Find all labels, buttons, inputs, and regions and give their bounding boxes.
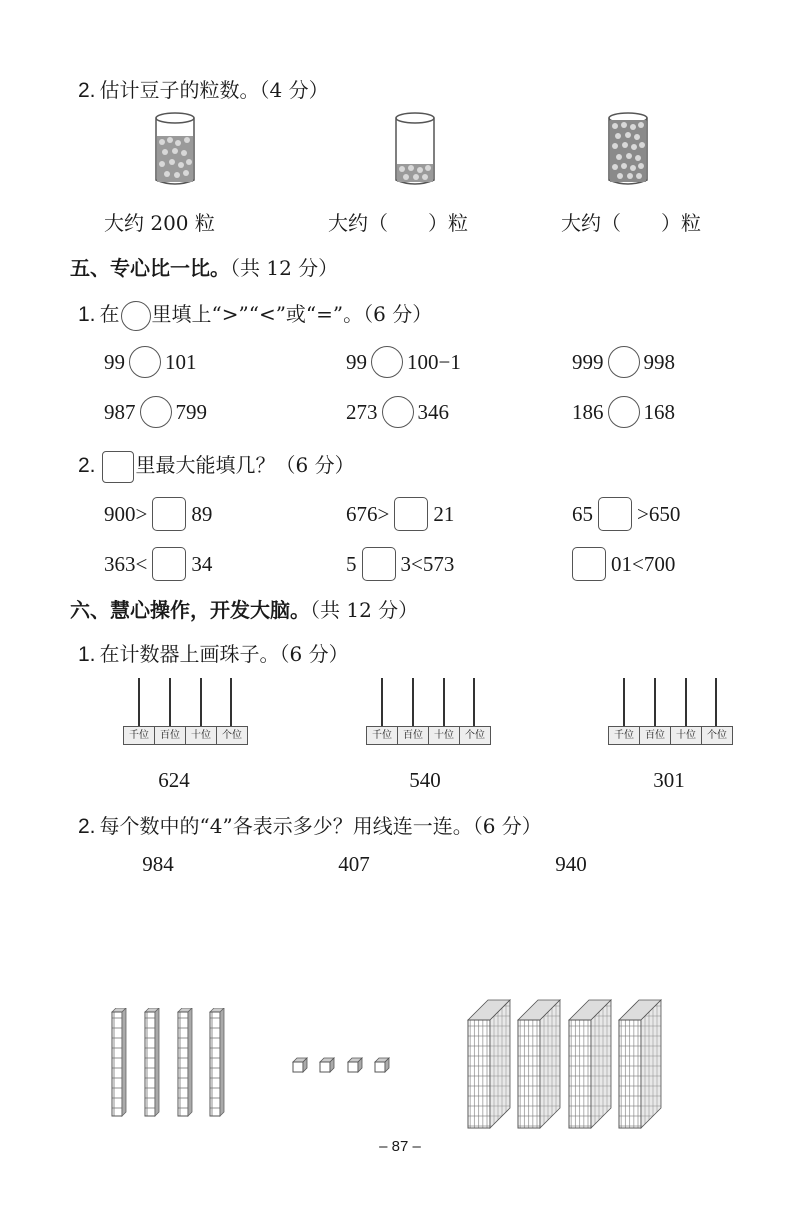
abacus-rod[interactable] bbox=[473, 678, 475, 726]
compare-item: 273 346 bbox=[346, 396, 449, 428]
abacus-rod[interactable] bbox=[715, 678, 717, 726]
compare-circle[interactable] bbox=[608, 396, 640, 428]
fill-box[interactable] bbox=[362, 547, 396, 581]
compare-item: 99 100−1 bbox=[346, 346, 461, 378]
fill-box[interactable] bbox=[394, 497, 428, 531]
section-5-question-2: 2. 里最大能填几？（6 分） bbox=[78, 449, 355, 483]
abacus-rod[interactable] bbox=[654, 678, 656, 726]
fill-box[interactable] bbox=[598, 497, 632, 531]
abacus-rod[interactable] bbox=[412, 678, 414, 726]
four-unit-cubes-icon[interactable] bbox=[290, 1056, 394, 1078]
four-hundred-flats-icon[interactable] bbox=[466, 996, 666, 1132]
label-tens: 十位 bbox=[186, 727, 217, 744]
label-thousands: 千位 bbox=[124, 727, 155, 744]
compare-item: 99 101 bbox=[104, 346, 197, 378]
abacus-rod[interactable] bbox=[230, 678, 232, 726]
compare-item: 999 998 bbox=[572, 346, 675, 378]
label-hundreds: 百位 bbox=[398, 727, 429, 744]
match-number-407[interactable]: 407 bbox=[338, 852, 370, 876]
label-hundreds: 百位 bbox=[155, 727, 186, 744]
label-tens: 十位 bbox=[671, 727, 702, 744]
label-ones: 个位 bbox=[465, 730, 485, 741]
abacus-number-3: 301 bbox=[653, 768, 685, 792]
compare-circle[interactable] bbox=[140, 396, 172, 428]
circle-symbol-icon bbox=[121, 301, 151, 331]
fill-item: 5 3<573 bbox=[346, 547, 454, 581]
abacus-rod[interactable] bbox=[138, 678, 140, 726]
section-6-question-1: 1. 在计数器上画珠子。（6 分） bbox=[78, 642, 349, 666]
fill-item: 363< 34 bbox=[104, 547, 212, 581]
abacus-counter[interactable] bbox=[123, 678, 245, 746]
label-thousands: 千位 bbox=[367, 727, 398, 744]
estimate-answer-2[interactable]: 大约（ ）粒 bbox=[328, 211, 468, 235]
compare-item: 987 799 bbox=[104, 396, 207, 428]
jar-illustration-full-200 bbox=[150, 112, 200, 188]
compare-circle[interactable] bbox=[608, 346, 640, 378]
compare-circle[interactable] bbox=[371, 346, 403, 378]
page-number: – 87 – bbox=[379, 1138, 421, 1155]
fill-item: 01<700 bbox=[567, 547, 675, 581]
abacus-rod[interactable] bbox=[381, 678, 383, 726]
abacus-base bbox=[366, 726, 491, 745]
abacus-number-1: 624 bbox=[158, 768, 190, 792]
fill-item: 676> 21 bbox=[346, 497, 454, 531]
abacus-number-2: 540 bbox=[409, 768, 441, 792]
abacus-counter[interactable] bbox=[366, 678, 488, 746]
match-number-984[interactable]: 984 bbox=[142, 852, 174, 876]
fill-box[interactable] bbox=[572, 547, 606, 581]
label-thousands: 千位 bbox=[609, 727, 640, 744]
match-number-940[interactable]: 940 bbox=[555, 852, 587, 876]
four-tens-rods-icon[interactable] bbox=[104, 1008, 234, 1120]
estimate-answer-1: 大约 200 粒 bbox=[104, 211, 215, 235]
section-6-heading: 六、慧心操作，开发大脑。（共 12 分） bbox=[70, 598, 419, 622]
fill-box[interactable] bbox=[152, 547, 186, 581]
compare-item: 186 168 bbox=[572, 396, 675, 428]
label-ones: 个位 bbox=[222, 730, 242, 741]
jar-illustration-few bbox=[390, 112, 440, 188]
label-hundreds: 百位 bbox=[640, 727, 671, 744]
question-2-estimate: 2. 估计豆子的粒数。（4 分） bbox=[78, 78, 329, 102]
box-symbol-icon bbox=[102, 451, 134, 483]
fill-item: 65 >650 bbox=[572, 497, 680, 531]
abacus-rod[interactable] bbox=[200, 678, 202, 726]
section-5-question-1: 1. 在 里填上“>”“<”或“=”。（6 分） bbox=[78, 298, 432, 331]
abacus-rod[interactable] bbox=[685, 678, 687, 726]
abacus-rod[interactable] bbox=[623, 678, 625, 726]
compare-circle[interactable] bbox=[129, 346, 161, 378]
abacus-counter[interactable] bbox=[608, 678, 730, 746]
abacus-base bbox=[608, 726, 733, 745]
label-ones: 个位 bbox=[707, 730, 727, 741]
abacus-base bbox=[123, 726, 248, 745]
label-tens: 十位 bbox=[429, 727, 460, 744]
compare-circle[interactable] bbox=[382, 396, 414, 428]
fill-box[interactable] bbox=[152, 497, 186, 531]
abacus-rod[interactable] bbox=[169, 678, 171, 726]
estimate-answer-3[interactable]: 大约（ ）粒 bbox=[561, 211, 701, 235]
fill-item: 900> 89 bbox=[104, 497, 212, 531]
jar-illustration-packed bbox=[603, 112, 653, 188]
abacus-rod[interactable] bbox=[443, 678, 445, 726]
section-5-heading: 五、专心比一比。（共 12 分） bbox=[70, 256, 339, 280]
section-6-question-2: 2. 每个数中的“4”各表示多少？用线连一连。（6 分） bbox=[78, 814, 542, 838]
